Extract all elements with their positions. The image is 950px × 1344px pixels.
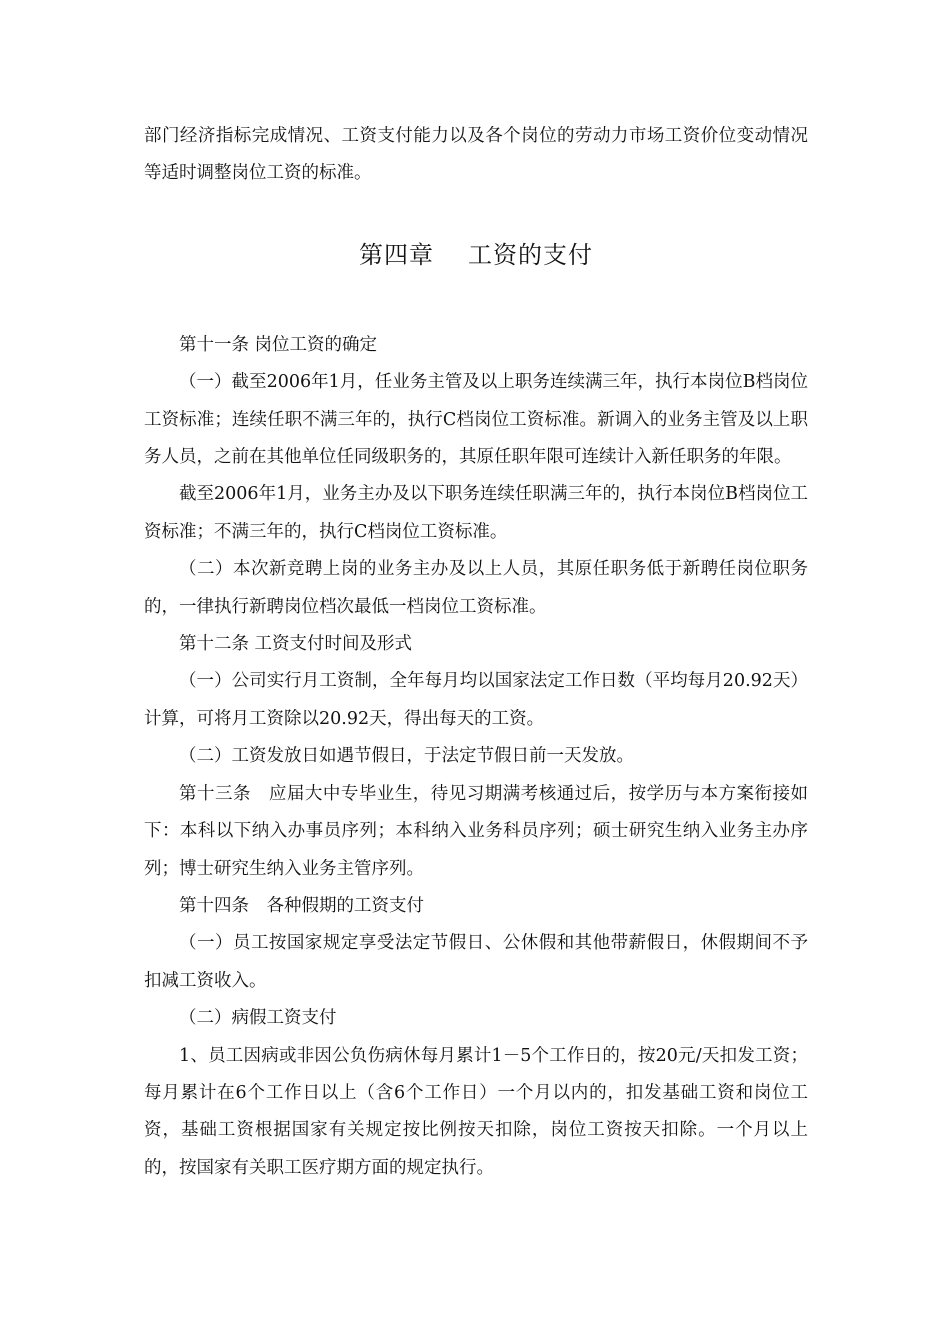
article-14-clause-2-item-1: 1、员工因病或非因公负伤病休每月累计1－5个工作日的，按20元/天扣发工资；每月累计在6个工作日以上（含6个工作日）一个月以内的，扣发基础工资和岗位工资，基础工资根据国家有关规定按比例按天扣除，岗位工资按天扣除。一个月以上的，按国家有关职工医疗期方面的规定执行。	[144, 1045, 808, 1178]
article-13: 第十三条 应届大中专毕业生，待见习期满考核通过后，按学历与本方案衔接如下：本科以下纳入办事员序列；本科纳入业务科员序列；硕士研究生纳入业务主办序列；博士研究生纳入业务主管序列。	[144, 783, 808, 879]
chapter-number: 第四章	[359, 240, 434, 269]
article-14-clause-2: （二）病假工资支付	[179, 1008, 337, 1029]
chapter-heading	[144, 239, 808, 271]
document-content	[144, 118, 808, 1187]
article-11-clause-1-cont: 截至2006年1月，业务主办及以下职务连续任职满三年的，执行本岗位B档岗位工资标准；不满三年的，执行C档岗位工资标准。	[144, 484, 808, 542]
article-12-heading: 第十二条 工资支付时间及形式	[179, 634, 413, 655]
article-14-heading: 第十四条 各种假期的工资支付	[179, 895, 424, 916]
intro-paragraph: 部门经济指标完成情况、工资支付能力以及各个岗位的劳动力市场工资价位变动情况等适时调整岗位工资的标准。	[144, 126, 808, 184]
article-11-clause-1: （一）截至2006年1月，任业务主管及以上职务连续满三年，执行本岗位B档岗位工资标准；连续任职不满三年的，执行C档岗位工资标准。新调入的业务主管及以上职务人员，之前在其他单位任同级职务的，其原任职年限可连续计入新任职务的年限。	[144, 372, 808, 468]
article-14-clause-1: （一）员工按国家规定享受法定节假日、公休假和其他带薪假日，休假期间不予扣减工资收入。	[144, 933, 808, 991]
article-11-heading: 第十一条 岗位工资的确定	[179, 334, 378, 355]
chapter-title: 工资的支付	[468, 240, 593, 269]
article-11-clause-2: （二）本次新竞聘上岗的业务主办及以上人员，其原任职务低于新聘任岗位职务的，一律执行新聘岗位档次最低一档岗位工资标准。	[144, 559, 808, 617]
article-12-clause-2: （二）工资发放日如遇节假日，于法定节假日前一天发放。	[179, 746, 634, 767]
article-12-clause-1: （一）公司实行月工资制，全年每月均以国家法定工作日数（平均每月20.92天）计算，可将月工资除以20.92天，得出每天的工资。	[144, 671, 808, 729]
